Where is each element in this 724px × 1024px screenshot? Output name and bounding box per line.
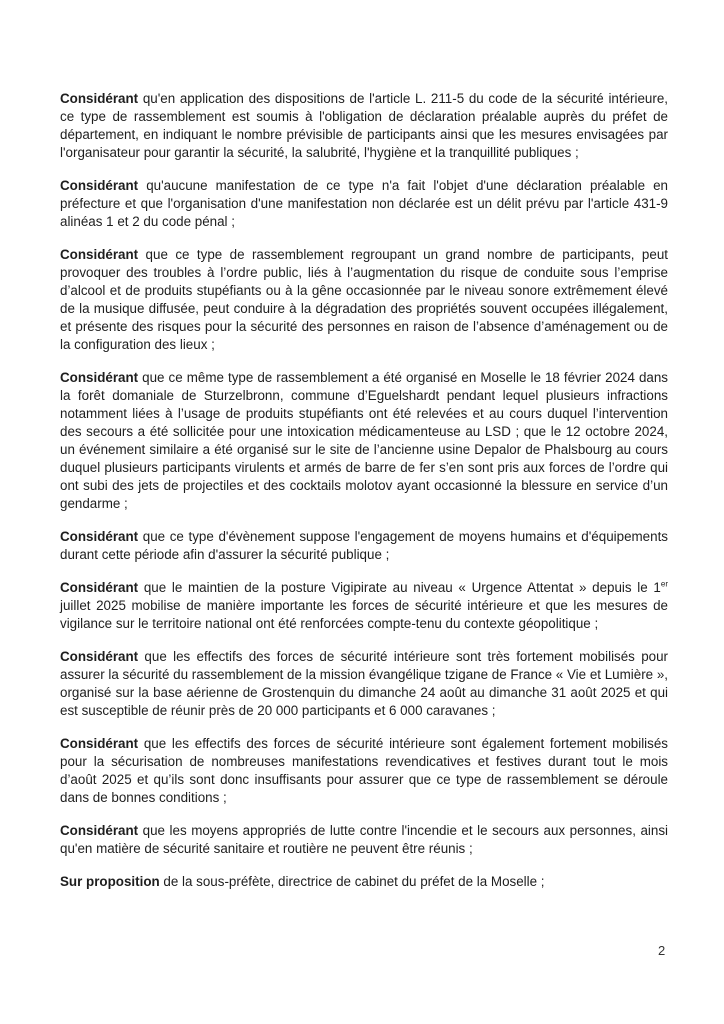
paragraph-lead: Considérant bbox=[60, 91, 139, 106]
paragraph-text: qu'en application des dispositions de l'article L. 211-5 du code de la sécurité intérieure, ce type de rassemblement est soumis à l'obligation de déclaration préalable auprès du préfet de département, en indiquant le nombre prévisible de participants ainsi que les mesures envisagées par l'organisateur pour garantir la sécurité, la salubrité, l'hygiène et la tranquillité publiques ; bbox=[60, 91, 668, 160]
paragraph-considerant-vie-et-lumiere bbox=[60, 648, 668, 720]
paragraph-text: de la sous-préfète, directrice de cabinet du préfet de la Moselle ; bbox=[159, 874, 545, 889]
paragraph-considerant-vigipirate bbox=[60, 579, 668, 633]
paragraph-considerant-troubles bbox=[60, 246, 668, 354]
paragraph-lead: Sur proposition bbox=[60, 874, 160, 889]
paragraph-text-start: que le maintien de la posture Vigipirate au niveau « Urgence Attentat » depuis le 1 bbox=[138, 580, 661, 595]
paragraph-lead: Considérant bbox=[60, 370, 139, 385]
paragraph-text: que ce type d'évènement suppose l'engagement de moyens humains et d'équipements durant cette période afin d'assurer la sécurité publique ; bbox=[60, 529, 668, 562]
paragraph-text: que ce type de rassemblement regroupant un grand nombre de participants, peut provoquer des troubles à l’ordre public, liés à l’augmentation du risque de conduite sous l’emprise d’alcool et de produits stupéfiants ou à la gêne occasionnée par le niveau sonore extrêmement élevé de la musique diffusée, peut conduire à la dégradation des propriétés souvent occupées illégalement, et présente des risques pour la sécurité des personnes en raison de l’absence d’aménagement ou de la configuration des lieux ; bbox=[60, 247, 668, 352]
paragraph-lead: Considérant bbox=[60, 580, 139, 595]
paragraph-text: que les effectifs des forces de sécurité intérieure sont également fortement mobilisés pour la sécurisation de nombreuses manifestations revendicatives et festives durant tout le mois d’août 2025 et qu’ils sont donc insuffisants pour assurer que ce type de rassemblement se déroule dans de bonnes conditions ; bbox=[60, 736, 668, 805]
paragraph-considerant-declaration bbox=[60, 90, 668, 162]
paragraph-text: que ce même type de rassemblement a été organisé en Moselle le 18 février 2024 dans la forêt domaniale de Sturzelbronn, commune d’Eguelshardt pendant lequel plusieurs infractions notamment liées à l’usage de produits stupéfiants ont été relevées et au cours duquel l’intervention des secours a été sollicitée pour une intoxication médicamenteuse au LSD ; que le 12 octobre 2024, un événement similaire a été organisé sur le site de l’ancienne usine Depalor de Phalsbourg au cours duquel plusieurs participants virulents et armés de barre de fer s’en sont pris aux forces de l’ordre qui ont subi des jets de projectiles et des cocktails molotov ayant occasionné la blessure en service d’un gendarme ; bbox=[60, 370, 668, 511]
paragraph-lead: Considérant bbox=[60, 178, 139, 193]
paragraph-considerant-precedents bbox=[60, 369, 668, 513]
ordinal-superscript: er bbox=[660, 579, 668, 589]
paragraph-text: juillet 2025 mobilise de manière importante les forces de sécurité intérieure et que les mesures de vigilance sur le territoire national ont été renforcées compte-tenu du contexte géopolitique ; bbox=[60, 598, 668, 631]
paragraph-lead: Considérant bbox=[60, 247, 139, 262]
paragraph-lead: Considérant bbox=[60, 823, 139, 838]
page-number: 2 bbox=[658, 943, 666, 958]
paragraph-considerant-moyens bbox=[60, 528, 668, 564]
paragraph-considerant-secours bbox=[60, 822, 668, 858]
paragraph-text: que les moyens appropriés de lutte contre l'incendie et le secours aux personnes, ainsi qu'en matière de sécurité sanitaire et routière ne peuvent être réunis ; bbox=[60, 823, 668, 856]
paragraph-lead: Considérant bbox=[60, 529, 139, 544]
paragraph-considerant-no-declaration bbox=[60, 177, 668, 231]
paragraph-text: que les effectifs des forces de sécurité intérieure sont très fortement mobilisés pour assurer la sécurité du rassemblement de la mission évangélique tzigane de France « Vie et Lumière », organisé sur la base aérienne de Grostenquin du dimanche 24 août au dimanche 31 août 2025 et qui est susceptible de réunir près de 20 000 participants et 6 000 caravanes ; bbox=[60, 649, 668, 718]
paragraph-text: qu'aucune manifestation de ce type n'a fait l'objet d'une déclaration préalable en préfecture et que l'organisation d'une manifestation non déclarée est un délit prévu par l'article 431-9 alinéas 1 et 2 du code pénal ; bbox=[60, 178, 668, 229]
document-body bbox=[60, 90, 668, 906]
paragraph-lead: Considérant bbox=[60, 736, 139, 751]
paragraph-lead: Considérant bbox=[60, 649, 139, 664]
paragraph-sur-proposition bbox=[60, 873, 668, 891]
paragraph-considerant-manifestations-aout bbox=[60, 735, 668, 807]
